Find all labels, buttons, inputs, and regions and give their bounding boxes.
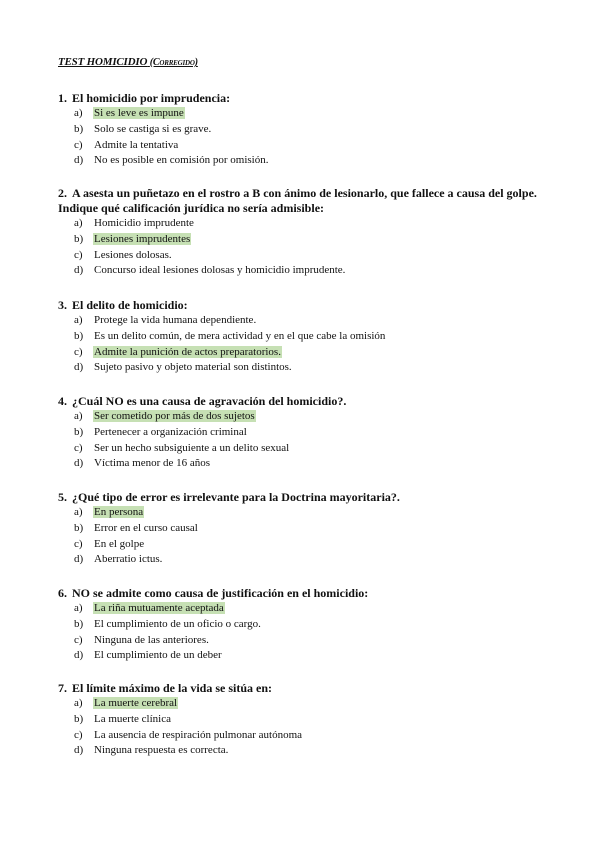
- option-text: Sujeto pasivo y objeto material son distintos.: [94, 361, 292, 374]
- option-c: [58, 248, 558, 264]
- question-heading: [58, 681, 558, 696]
- option-letter: a): [74, 602, 83, 614]
- option-list: [58, 313, 558, 376]
- option-letter: c): [74, 728, 83, 741]
- option-letter: a): [74, 107, 83, 119]
- question-5: [58, 490, 558, 568]
- option-text: La muerte clínica: [94, 712, 171, 725]
- question-heading: [58, 186, 558, 216]
- option-letter: b): [74, 425, 84, 438]
- option-letter: a): [74, 314, 83, 326]
- option-letter: b): [74, 122, 84, 135]
- option-text: Error en el curso causal: [94, 521, 198, 534]
- option-text: Pertenecer a organización criminal: [94, 425, 247, 438]
- option-text-correct: Ser cometido por más de dos sujetos: [94, 410, 255, 422]
- option-text: Víctima menor de 16 años: [94, 457, 211, 470]
- question-1: [58, 91, 558, 169]
- option-d: [58, 743, 558, 759]
- question-text: El límite máximo de la vida se sitúa en:: [72, 681, 272, 695]
- option-a: [58, 696, 558, 712]
- option-text: Ninguna respuesta es correcta.: [94, 744, 229, 757]
- question-number: 4.: [58, 394, 67, 408]
- option-text: Ser un hecho subsiguiente a un delito sexual: [94, 441, 290, 454]
- question-7: [58, 681, 558, 759]
- option-d: [58, 456, 558, 472]
- option-letter: a): [74, 410, 83, 422]
- option-letter: a): [74, 506, 83, 518]
- question-heading: [58, 586, 558, 601]
- option-text: La ausencia de respiración pulmonar autónoma: [94, 728, 303, 741]
- option-text: Lesiones dolosas.: [94, 248, 172, 261]
- question-number: 1.: [58, 91, 67, 105]
- option-letter: c): [74, 633, 83, 646]
- option-letter: d): [74, 553, 84, 566]
- question-heading: [58, 490, 558, 505]
- option-c: [58, 728, 558, 744]
- option-b: [58, 232, 558, 248]
- option-text: Ninguna de las anteriores.: [94, 633, 209, 646]
- option-list: [58, 106, 558, 169]
- option-d: [58, 648, 558, 664]
- option-b: [58, 329, 558, 345]
- question-number: 7.: [58, 681, 67, 695]
- option-c: [58, 537, 558, 553]
- option-text: Es un delito común, de mera actividad y en el que cabe la omisión: [94, 329, 386, 342]
- option-letter: c): [74, 537, 83, 550]
- option-text: Homicidio imprudente: [94, 217, 194, 229]
- option-letter: b): [74, 232, 84, 245]
- option-letter: d): [74, 744, 84, 757]
- document-title: [58, 56, 198, 68]
- option-text-correct: Si es leve es impune: [94, 107, 184, 119]
- option-a: [58, 216, 558, 232]
- title-main: TEST HOMICIDIO: [58, 56, 148, 68]
- question-4: [58, 394, 558, 472]
- option-text-correct: La riña mutuamente aceptada: [94, 602, 224, 614]
- question-text: ¿Qué tipo de error es irrelevante para la Doctrina mayoritaria?.: [72, 490, 400, 504]
- option-text-correct: Admite la punición de actos preparatorios.: [94, 345, 281, 358]
- option-text: En el golpe: [94, 537, 145, 550]
- option-list: [58, 505, 558, 568]
- question-heading: [58, 91, 558, 106]
- option-letter: d): [74, 361, 84, 374]
- option-d: [58, 552, 558, 568]
- question-2: [58, 186, 558, 279]
- option-a: [58, 505, 558, 521]
- option-text-correct: Lesiones imprudentes: [94, 232, 191, 245]
- option-letter: c): [74, 345, 83, 358]
- question-3: [58, 298, 558, 376]
- question-text: A asesta un puñetazo en el rostro a B con ánimo de lesionarlo, que fallece a causa del golpe. Indique qué calificación jurídica no sería admisible:: [58, 186, 537, 215]
- option-text: El cumplimiento de un deber: [94, 649, 222, 662]
- question-heading: [58, 394, 558, 409]
- option-letter: d): [74, 649, 84, 662]
- option-text: Aberratio ictus.: [94, 553, 163, 566]
- option-b: [58, 425, 558, 441]
- option-text-correct: La muerte cerebral: [94, 697, 178, 709]
- question-text: El homicidio por imprudencia:: [72, 91, 231, 105]
- option-c: [58, 633, 558, 649]
- option-letter: b): [74, 712, 84, 725]
- option-d: [58, 360, 558, 376]
- option-letter: c): [74, 441, 83, 454]
- title-sub: (Corregido): [149, 57, 198, 68]
- question-number: 2.: [58, 186, 67, 200]
- option-list: [58, 696, 558, 759]
- option-letter: b): [74, 617, 84, 630]
- option-list: [58, 409, 558, 472]
- question-number: 5.: [58, 490, 67, 504]
- option-b: [58, 617, 558, 633]
- question-number: 6.: [58, 586, 67, 600]
- option-a: [58, 601, 558, 617]
- option-letter: b): [74, 521, 84, 534]
- question-heading: [58, 298, 558, 313]
- option-b: [58, 712, 558, 728]
- option-c: [58, 345, 558, 361]
- option-c: [58, 441, 558, 457]
- option-letter: a): [74, 697, 83, 709]
- option-text: Protege la vida humana dependiente.: [94, 314, 257, 326]
- option-list: [58, 216, 558, 279]
- option-b: [58, 521, 558, 537]
- option-a: [58, 106, 558, 122]
- option-d: [58, 153, 558, 169]
- question-text: El delito de homicidio:: [72, 298, 188, 312]
- option-letter: c): [74, 248, 83, 261]
- option-text: El cumplimiento de un oficio o cargo.: [94, 617, 261, 630]
- option-a: [58, 409, 558, 425]
- option-text: Concurso ideal lesiones dolosas y homicidio imprudente.: [94, 264, 346, 277]
- option-text: Admite la tentativa: [94, 138, 179, 151]
- option-list: [58, 601, 558, 664]
- option-letter: b): [74, 329, 84, 342]
- option-letter: d): [74, 264, 84, 277]
- option-letter: a): [74, 217, 83, 229]
- option-letter: c): [74, 138, 83, 151]
- question-6: [58, 586, 558, 664]
- option-text: No es posible en comisión por omisión.: [94, 154, 269, 167]
- option-c: [58, 138, 558, 154]
- option-text: Solo se castiga si es grave.: [94, 122, 212, 135]
- option-text-correct: En persona: [94, 506, 144, 518]
- question-text: ¿Cuál NO es una causa de agravación del homicidio?.: [72, 394, 347, 408]
- option-letter: d): [74, 457, 84, 470]
- question-text: NO se admite como causa de justificación en el homicidio:: [72, 586, 369, 600]
- option-letter: d): [74, 154, 84, 167]
- question-number: 3.: [58, 298, 67, 312]
- option-a: [58, 313, 558, 329]
- option-d: [58, 263, 558, 279]
- option-b: [58, 122, 558, 138]
